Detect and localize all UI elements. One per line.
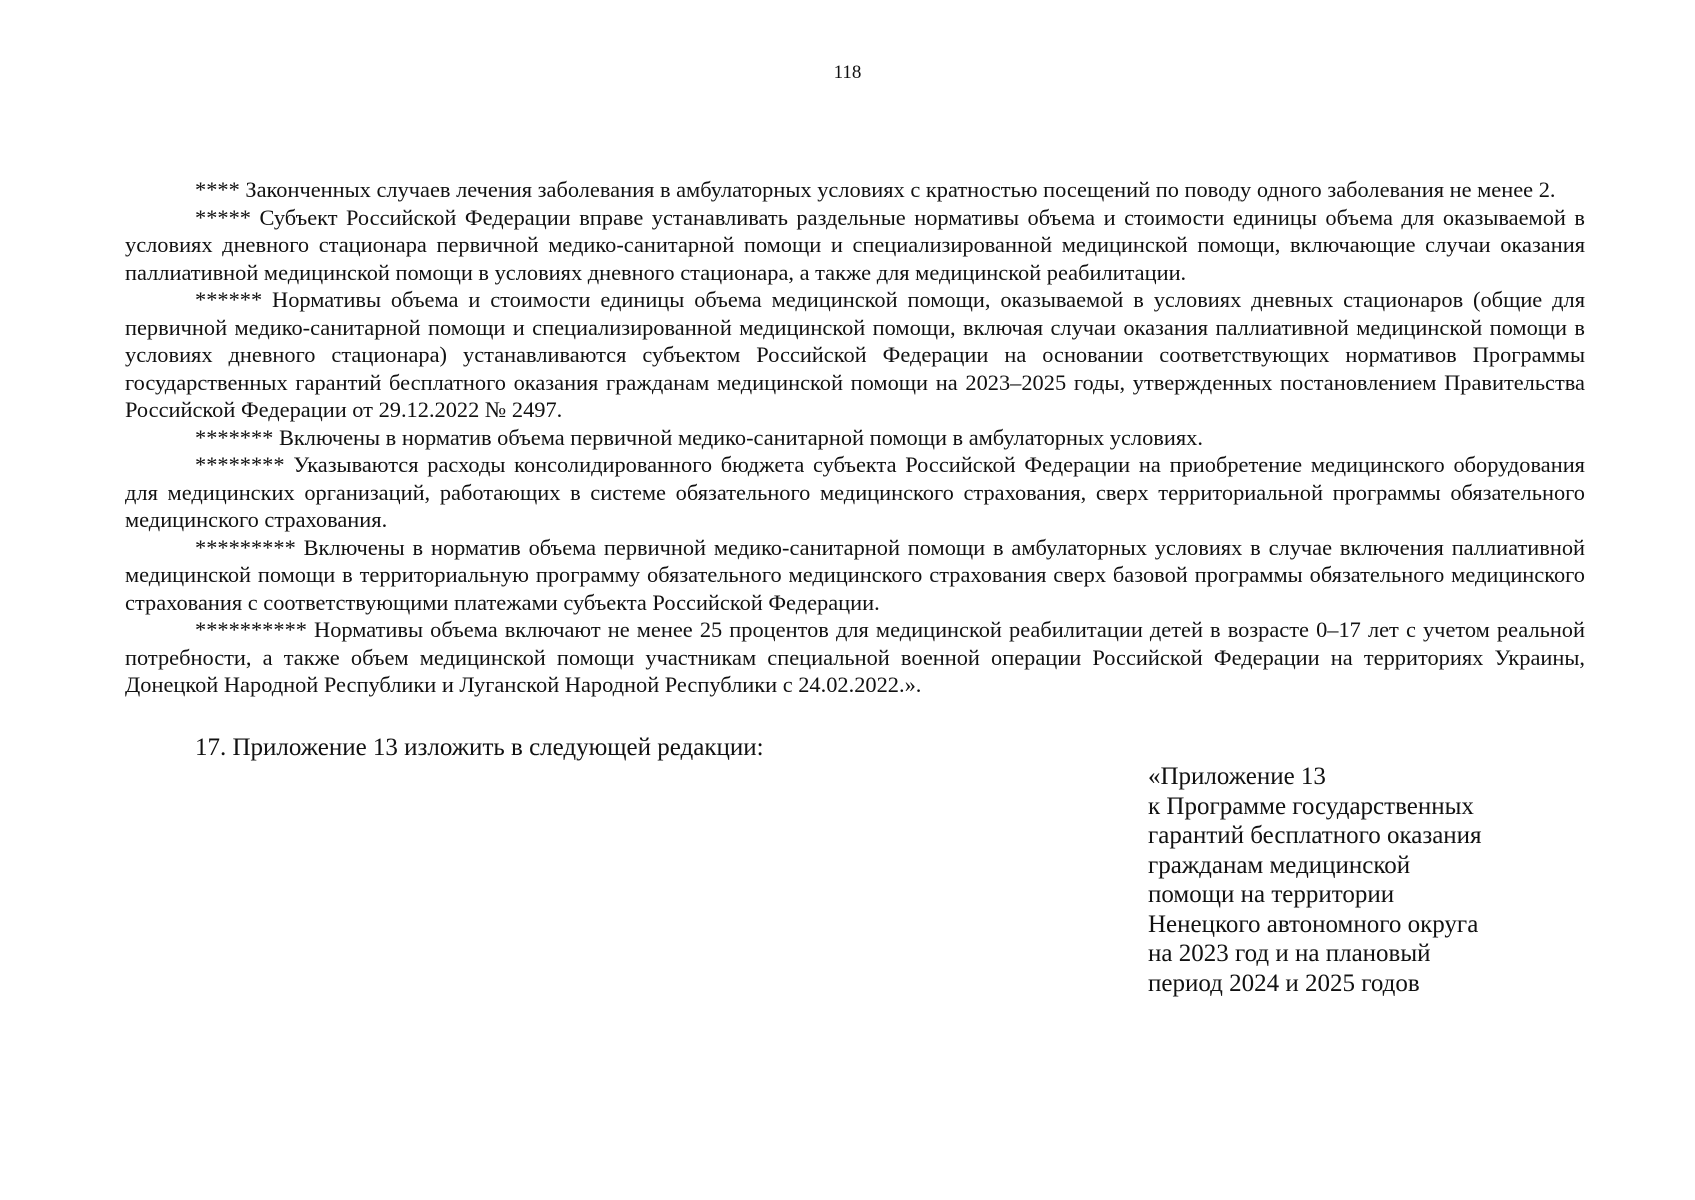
- appendix-header-line: гражданам медицинской: [1148, 851, 1411, 879]
- footnote-7-stars: ******* Включены в норматив объема первичной медико-санитарной помощи в амбулаторных условиях.: [195, 424, 1203, 450]
- footnote-4-stars: **** Законченных случаев лечения заболевания в амбулаторных условиях с кратностью посещений по поводу одного заболевания не менее 2.: [195, 177, 1556, 202]
- footnote-5-stars: ***** Субъект Российской Федерации вправе устанавливать раздельные нормативы объема и стоимости единицы объема для оказываемой в условиях дневного стационара первичной медико-санитарной помощи и специализированной медицинской помощи, включающие случаи оказания паллиативной медицинской помощи в условиях дневного стационара, а также для медицинской реабилитации.: [125, 204, 1585, 285]
- appendix-header-line: период 2024 и 2025 годов: [1148, 969, 1420, 997]
- appendix-header-line: гарантий бесплатного оказания: [1148, 822, 1482, 849]
- appendix-header-line: «Приложение 13: [1148, 763, 1326, 790]
- appendix-header-line: на 2023 год и на плановый: [1148, 940, 1431, 967]
- footnotes-block: [125, 176, 1585, 699]
- footnote-8-stars: ******** Указываются расходы консолидированного бюджета субъекта Российской Федерации на приобретение медицинского оборудования для медицинских организаций, работающих в системе обязательного медицинского страхования, сверх территориальной программы обязательного медицинского страхования.: [125, 452, 1585, 532]
- appendix-header-line: к Программе государственных: [1148, 792, 1474, 820]
- appendix-header-line: Ненецкого автономного округа: [1148, 910, 1479, 938]
- footnote-6-stars: ****** Нормативы объема и стоимости единицы объема медицинской помощи, оказываемой в условиях дневных стационаров (общие для первичной медико-санитарной помощи и специализированной медицинской помощи, включая случаи оказания паллиативной медицинской помощи в условиях дневного стационара) устанавливаются субъектом Российской Федерации на основании соответствующих нормативов Программы государственных гарантий бесплатного оказания гражданам медицинской помощи на 2023–2025 годы, утвержденных постановлением Правительства Российской Федерации от 29.12.2022 № 2497.: [125, 287, 1585, 422]
- appendix-header-line: помощи на территории: [1148, 881, 1395, 908]
- footnote-10-stars: ********** Нормативы объема включают не менее 25 процентов для медицинской реабилитации детей в возрасте 0–17 лет с учетом реальной потребности, а также объем медицинской помощи участникам специальной военной операции Российской Федерации на территориях Украины, Донецкой Народной Республики и Луганской Народной Республики с 24.02.2022.».: [125, 617, 1585, 697]
- item-17-paragraph: 17. Приложение 13 изложить в следующей редакции:: [195, 734, 764, 761]
- page-number: 118: [833, 62, 862, 83]
- footnote-9-stars: ********* Включены в норматив объема первичной медико-санитарной помощи в амбулаторных условиях в случае включения паллиативной медицинской помощи в территориальную программу обязательного медицинского страхования сверх базовой программы обязательного медицинского страхования с соответствующими платежами субъекта Российской Федерации.: [125, 534, 1585, 615]
- appendix-header: [1148, 762, 1598, 998]
